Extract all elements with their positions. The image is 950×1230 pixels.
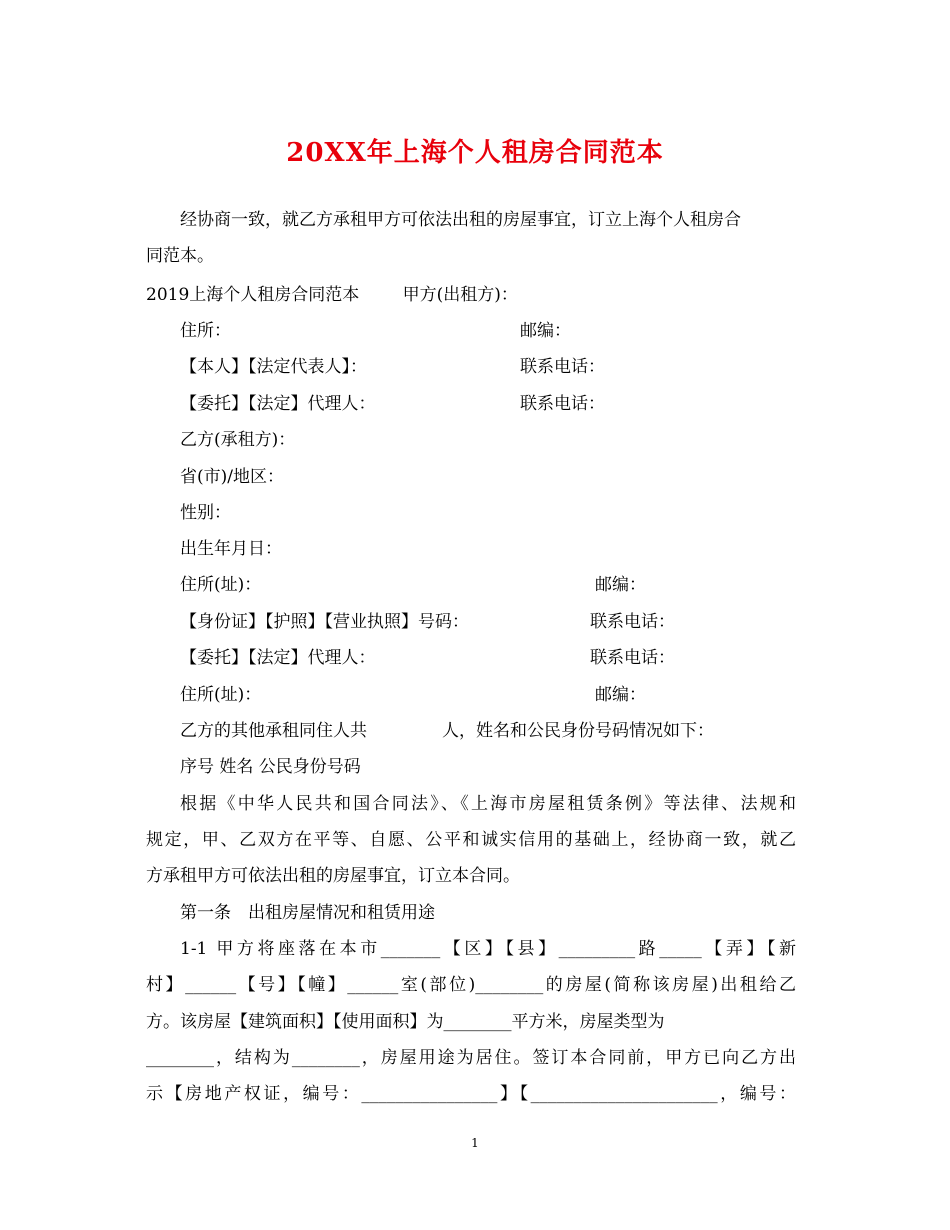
party-a-rep: 【本人】【法定代表人】： xyxy=(180,357,367,377)
party-a-agent: 【委托】【法定】代理人： xyxy=(180,394,376,414)
intro-line-1: 经协商一致，就乙方承租甲方可依法出租的房屋事宜，订立上海个人租房合 xyxy=(180,210,741,230)
party-b-province: 省(市)/地区： xyxy=(180,467,284,487)
party-b-id: 【身份证】【护照】【营业执照】号码： xyxy=(180,612,469,632)
party-b-birth: 出生年月日： xyxy=(180,539,282,559)
clause-1-1-line-2: 村】______【号】【幢】______室(部位)________的房屋(简称该房屋)出租给乙 xyxy=(146,975,796,995)
party-a-postcode: 邮编： xyxy=(520,321,571,341)
cohabitant-table-header: 序号 姓名 公民身份号码 xyxy=(180,757,361,777)
clause-1-1-line-1: 1-1 甲方将座落在本市_______【区】【县】_________路_____【弄】【新 xyxy=(180,939,796,959)
party-b-agent-postcode: 邮编： xyxy=(595,685,646,705)
party-a-title: 甲方(出租方)： xyxy=(402,285,518,305)
document-title: 20XX年上海个人租房合同范本 xyxy=(286,138,664,168)
clause-1-1-line-4: ________，结构为________，房屋用途为居住。签订本合同前，甲方已向乙方出 xyxy=(146,1048,796,1068)
party-b-title: 乙方(承租方)： xyxy=(180,430,296,450)
party-b-agent: 【委托】【法定】代理人： xyxy=(180,648,376,668)
line-2019-left: 2019上海个人租房合同范本 xyxy=(146,285,360,305)
basis-line-2: 规定，甲、乙双方在平等、自愿、公平和诚实信用的基础上，经协商一致，就乙 xyxy=(146,830,796,850)
party-a-rep-phone: 联系电话： xyxy=(520,357,605,377)
clause-1-1-line-3: 方。该房屋【建筑面积】【使用面积】为________平方米，房屋类型为 xyxy=(146,1012,665,1032)
cohabit-left: 乙方的其他承租同住人共 xyxy=(180,721,367,741)
party-b-id-phone: 联系电话： xyxy=(590,612,675,632)
basis-line-1: 根据《中华人民共和国合同法》、《上海市房屋租赁条例》等法律、法规和 xyxy=(180,794,796,814)
party-b-agent-address: 住所(址)： xyxy=(180,685,262,705)
basis-line-3: 方承租甲方可依法出租的房屋事宜，订立本合同。 xyxy=(146,866,520,886)
party-a-address: 住所： xyxy=(180,321,231,341)
party-b-agent-phone: 联系电话： xyxy=(590,648,675,668)
page-number: 1 xyxy=(471,1136,479,1150)
line-2019 xyxy=(146,283,518,307)
party-b-gender: 性别： xyxy=(180,503,231,523)
intro-line-2: 同范本。 xyxy=(146,246,214,266)
party-b-postcode: 邮编： xyxy=(595,575,646,595)
clause-1-1-line-5: 示【房地产权证，编号：________________】【______________________，编号： xyxy=(146,1084,796,1104)
party-b-address: 住所(址)： xyxy=(180,575,262,595)
party-a-agent-phone: 联系电话： xyxy=(520,394,605,414)
article-1-title: 第一条 出租房屋情况和租赁用途 xyxy=(180,903,435,923)
cohabit-right: 人，姓名和公民身份号码情况如下： xyxy=(442,721,714,741)
